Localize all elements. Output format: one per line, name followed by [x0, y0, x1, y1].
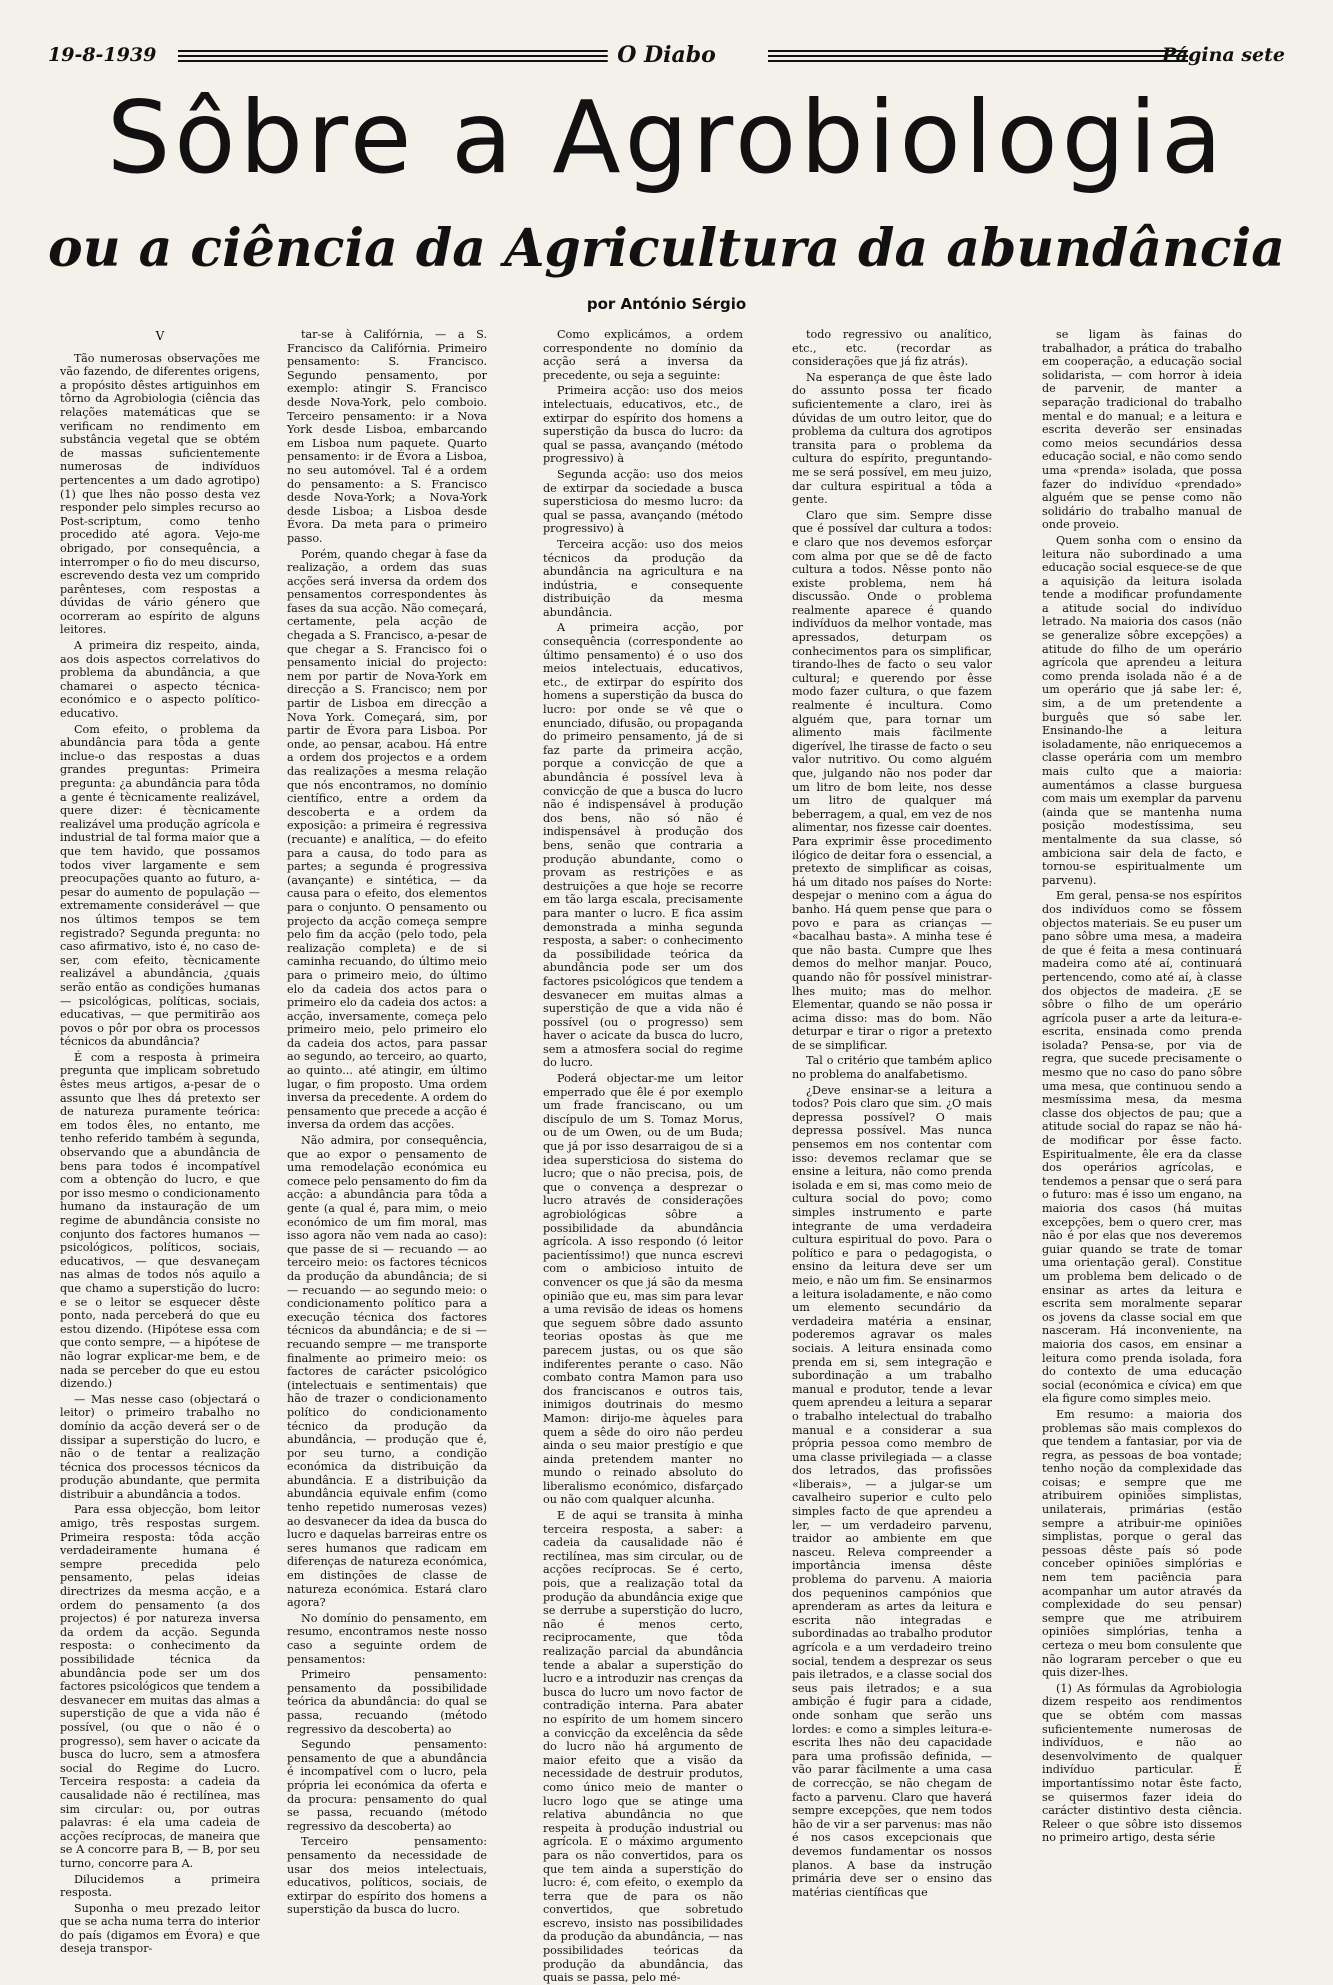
paragraph: Tal o critério que também aplico no problema do analfabetismo.: [792, 1054, 992, 1082]
paragraph: A primeira diz respeito, ainda, aos dois aspectos correlativos do problema da abundância, a que chamarei o aspecto técnica-económico e o aspecto político-educativo.: [60, 639, 260, 721]
page-number: Página sete: [1162, 44, 1285, 66]
paragraph: Como explicámos, a ordem correspondente no domínio da acção será a inversa da precedente, ou seja a seguinte:: [543, 328, 743, 382]
issue-date: 19-8-1939: [48, 44, 157, 66]
article-column-5: [1042, 328, 1242, 1845]
paragraph: se ligam às fainas do trabalhador, a prática do trabalho em cooperação, a educação social solidarista, — com horror à ideia de parvenir, de manter a separação tradicional do trabalho mental e do manual; e a leitura e escrita deverão ser ensinadas como meios secundários dessa educação social, e não como sendo uma «prenda» isolada, que possa fazer do indivíduo «prendado» alguém que se pense como não solidário do trabalho manual de onde proveio.: [1042, 328, 1242, 532]
paragraph: Primeiro pensamento: pensamento da possibilidade teórica da abundância: do qual se passa, recuando (método regressivo da descoberta) ao: [287, 1668, 487, 1736]
paragraph: A primeira acção, por consequência (correspondente ao último pensamento) é o uso dos meios intelectuais, educativos, etc., de extirpar do espírito dos homens a superstição da busca do lucro: por onde se vê que o enunciado, difusão, ou propaganda do primeiro pensamento, já de si faz parte da primeira acção, porque a convicção de que a abundância é possível leva à convicção de que a busca do lucro não é indispensável à produção dos bens, não só não é indispensável à produção dos bens, senão que contraria a produção abundante, como o provam as restrições e as destruições a que hoje se recorre em tão larga escala, precisamente para manter o lucro. E fica assim demonstrada a minha segunda resposta, a saber: o conhecimento da possibilidade teórica da abundância pode ser um dos factores psicológicos que tendem a desvanecer em muitas almas a superstição de que a vida não é possível (ou o progresso) sem haver o acicate da busca do lucro, sem a atmosfera social do regime do lucro.: [543, 621, 743, 1070]
paragraph: Suponha o meu prezado leitor que se acha numa terra do interior do país (digamos em Évora) e que deseja transpor-: [60, 1901, 260, 1956]
paragraph: Terceira acção: uso dos meios técnicos da produção da abundância na agricultura e na indústria, e consequente distribuição da mesma abundância.: [543, 537, 743, 619]
article-byline: por António Sérgio: [586, 295, 747, 313]
paragraph: Primeira acção: uso dos meios intelectuais, educativos, etc., de extirpar do espírito dos homens a superstição da busca do lucro: da qual se passa, avançando (método progressivo) à: [543, 384, 743, 466]
paragraph: Não admira, por consequência, que ao expor o pensamento de uma remodelação económica eu comece pelo pensamento do fim da acção: a abundância para tôda a gente (a qual é, para mim, o meio económico de um fim moral, mas isso agora não vem nada ao caso): que passe de si — recuando — ao terceiro meio: os factores técnicos da produção da abundância; de si — recuando — ao segundo meio: o condicionamento político para a execução técnica dos factores técnicos da abundância; e de si — recuando sempre — me transporte finalmente ao primeiro meio: os factores de carácter psicológico (intelectuais e sentimentais) que hão de trazer o condicionamento político do condicionamento técnico da produção da abundância, — produção que é, por seu turno, a condição económica da distribuição da abundância. E a distribuição da abundância equivale enfim (como tenho repetido numerosas vezes) ao desvanecer da idea da busca do lucro e daquelas barreiras entre os seres humanos que radicam em diferenças de natureza económica, em distinções de classe de natureza económica. Estará claro agora?: [287, 1134, 487, 1610]
header-rule-left: [178, 50, 608, 64]
article-column-1: [60, 328, 260, 1956]
paragraph: E de aqui se transita à minha terceira resposta, a saber: a cadeia da causalidade não é rectilínea, mas sim circular, ou de acções recíprocas. Se é certo, pois, que a realização total da produção da abundância exige que se derrube a superstição do lucro, não é menos certo, reciprocamente, que tôda realização parcial da abundância tende a abalar a superstição do lucro e a introduzir nas crenças da busca do lucro um novo factor de contradição interna. Para abater no espírito de um homem sincero a convicção da excelência da sêde do lucro não há argumento de maior efeito que a visão da necessidade de destruir produtos, como único meio de manter o lucro logo que se atinge uma relativa abundância no que respeita à produção industrial ou agrícola. E o máximo argumento para os não convertidos, para os que tem ainda a superstição do lucro: é, com efeito, o exemplo da terra que de para os não convertidos, que sobretudo escrevo, insisto nas possibilidades da produção da abundância, — nas possibilidades teóricas da produção da abundância, das quais se passa, pelo mé-: [543, 1509, 743, 1985]
article-column-3: [543, 328, 743, 1985]
paragraph: Claro que sim. Sempre disse que é possível dar cultura a todos: e claro que nos devemos esforçar com alma por que se dê de facto cultura a todos. Nêsse ponto não existe problema, nem há discussão. Onde o problema realmente aparece é quando indivíduos da melhor vontade, mas apressados, deturpam os conhecimentos para os simplificar, tirando-lhes de facto o seu valor cultural; e querendo por êsse modo fazer cultura, o que fazem realmente é incultura. Como alguém que, para tornar um alimento mais fàcilmente digerível, lhe tirasse de facto o seu valor nutritivo. Ou como alguém que, julgando não nos poder dar um litro de bom leite, nos desse um litro de qualquer má beberragem, a qual, em vez de nos alimentar, nos fizesse cair doentes. Para exprimir êsse procedimento ilógico de deitar fora o essencial, a pretexto de simplificar as coisas, há um ditado nos países do Norte: despejar o menino com a água do banho. Há quem pense que para o povo e para as crianças — «bacalhau basta». A minha tese é que não basta. Cumpre que lhes demos do melhor manjar. Pouco, quando não fôr possível ministrar-lhes muito; mas do melhor. Elementar, quando se não possa ir acima disso: mas do bom. Não deturpar e tirar o rigor a pretexto de se simplificar.: [792, 508, 992, 1052]
paragraph: Na esperança de que êste lado do assunto possa ter ficado suficientemente a claro, irei às dúvidas de um outro leitor, que do problema da cultura dos agrotipos transita para o problema da cultura do espírito, preguntando-me se será possível, em meu juizo, dar cultura espiritual a tôda a gente.: [792, 370, 992, 507]
paragraph: Poderá objectar-me um leitor emperrado que êle é por exemplo um frade franciscano, ou um discípulo de um S. Tomaz Morus, ou de um Owen, ou de um Buda; que já por isso desarraigou de si a idea supersticiosa do sistema do lucro; que o não precisa, pois, de que o convença a desprezar o lucro através de considerações agrobiológicas sôbre a possibilidade da abundância agrícola. A isso respondo (ó leitor pacientíssimo!) que nunca escrevi com o ambicioso intuito de convencer os que já são da mesma opinião que eu, mas sim para levar a uma revisão de ideas os homens que seguem sôbre dado assunto teorias opostas às que me parecem justas, ou os que são indiferentes perante o caso. Não combato contra Mamon para uso dos franciscanos e outros tais, inimigos doutrinais do mesmo Mamon: dirijo-me àqueles para quem a sêde do oiro não perdeu ainda o seu maior prestígio e que ainda pretendem manter no mundo o reinado absoluto do liberalismo económico, disfarçado ou não com qualquer alcunha.: [543, 1072, 743, 1507]
section-number: V: [155, 329, 165, 343]
article-subtitle: ou a ciência da Agricultura da abundância: [48, 218, 1285, 279]
paragraph: Terceiro pensamento: pensamento da necessidade de usar dos meios intelectuais, educativos, políticos, sociais, de extirpar do espírito dos homens a superstição da busca do lucro.: [287, 1835, 487, 1917]
paragraph: É com a resposta à primeira pregunta que implicam sobretudo êstes meus artigos, a-pesar de o assunto que lhes dá pretexto ser de natureza puramente teórica: em todos êles, no entanto, me tenho referido também à segunda, observando que a abundância de bens para todos é incompatível com a obtenção do lucro, e que por isso mesmo o condicionamento humano da instauração de um regime de abundância consiste no conjunto dos factores humanos — psicológicos, políticos, sociais, educativos, — que desvaneçam nas almas de todos nós aquilo a que chamo a superstição do lucro: e se o leitor se esquecer dêste ponto, nada perceberá do que eu estou dizendo. (Hipótese essa com que conto sempre, — a hipótese de não lograr explicar-me bem, e de nada se perceber do que eu estou dizendo.): [60, 1050, 260, 1391]
paragraph: Em geral, pensa-se nos espíritos dos indivíduos como se fôssem objectos materiais. Se eu puser um pano sôbre uma mesa, a madeira de que é feita a mesa continuará madeira como até aí, continuará pertencendo, como até aí, à classe dos objectos de madeira. ¿E se sôbre o filho de um operário agrícola puser a arte da leitura-e-escrita, ensinada como prenda isolada? Pensa-se, por via de regra, que sucede precisamente o mesmo que no caso do pano sôbre uma mesa, que continuou sendo a mesmíssima mesa, da mesma classe dos objectos de pau; que a atitude social do rapaz se não há-de modificar por êsse facto. Espiritualmente, êle era da classe dos operários agrícolas, e tendemos a pensar que o será para o futuro: mas é isso um engano, na maioria dos casos (há muitas excepções, bem o quero crer, mas não é por elas que nos deveremos guiar quando se trate de tomar uma orientação geral). Constitue um problema bem delicado o de ensinar as artes da leitura e escrita sem moralmente separar os jovens da classe social em que nasceram. Há inconveniente, na maioria dos casos, em ensinar a leitura como prenda isolada, fora do contexto de uma educação social (económica e cívica) em que ela figure como simples meio.: [1042, 889, 1242, 1406]
header-rule-right: [768, 50, 1188, 64]
paragraph: Segundo pensamento: pensamento de que a abundância é incompatível com o lucro, pela própria lei económica da oferta e da procura: pensamento do qual se passa, recuando (método regressivo da descoberta) ao: [287, 1738, 487, 1833]
page-header: [48, 42, 1285, 72]
paragraph: Segunda acção: uso dos meios de extirpar da sociedade a busca supersticiosa do mesmo lucro: da qual se passa, avançando (método progressivo) à: [543, 467, 743, 536]
paragraph: Para essa objecção, bom leitor amigo, três respostas surgem. Primeira resposta: tôda acção verdadeiramente humana é sempre precedida pelo pensamento, pelas ideias directrizes da mesma acção, e a ordem do pensamento (a dos projectos) é por natureza inversa da ordem da acção. Segunda resposta: o conhecimento da possibilidade técnica da abundância pode ser um dos factores psicológicos que tendem a desvanecer em muitas das almas a superstição de que a vida não é possível, (ou que o não é o progresso), sem haver o acicate da busca do lucro, sem a atmosfera social do Regime do Lucro. Terceira resposta: a cadeia da causalidade não é rectilínea, mas sim circular: ou, por outras palavras: é ela uma cadeia de acções recíprocas, de maneira que se A concorre para B, — B, por seu turno, concorre para A.: [60, 1503, 260, 1870]
paragraph: todo regressivo ou analítico, etc., etc. (recordar as considerações que já fiz atrás).: [792, 328, 992, 369]
paragraph: Tão numerosas observações me vão fazendo, de diferentes origens, a propósito dêstes artiguinhos em tôrno da Agrobiologia (ciência das relações matemáticas que se verificam no rendimento em substância vegetal que se obtém de massas suficientemente numerosas de indivíduos pertencentes a um dado agrotipo) (1) que lhes não posso desta vez responder pelo simples recurso ao Post-scriptum, como tenho procedido até agora. Vejo-me obrigado, por consequência, a interromper o fio do meu discurso, escrevendo desta vez um comprido parênteses, com respostas a dúvidas de vário género que ocorreram ao espírito de alguns leitores.: [60, 351, 260, 637]
paragraph: Porém, quando chegar à fase da realização, a ordem das suas acções será inversa da ordem dos pensamentos correspondentes às fases da sua acção. Não começará, certamente, pela acção de chegada a S. Francisco, a-pesar de que chegar a S. Francisco foi o pensamento inicial do projecto: nem por partir de Nova-York em direcção a S. Francisco; nem por partir de Lisboa em direcção a Nova York. Começará, sim, por partir de Évora para Lisboa. Por onde, ao pensar, acabou. Há entre a ordem dos projectos e a ordem das realizações a mesma relação que nós encontramos, no domínio científico, entre a ordem da descoberta e a ordem da exposição: a primeira é regressiva (recuante) e analítica, — do efeito para a causa, do todo para as partes; a segunda é progressiva (avançante) e sintética, — da causa para o efeito, dos elementos para o conjunto. O pensamento ou projecto da acção começa sempre pelo fim da acção (pelo todo, pela realização completa) e de si caminha recuando, do último meio para o primeiro meio, do último elo da cadeia dos actos para o primeiro elo da cadeia dos actos: a acção, inversamente, começa pelo primeiro meio, pelo primeiro elo da cadeia dos actos, para passar ao segundo, ao terceiro, ao quarto, ao quinto... até atingir, em último lugar, o fim proposto. Uma ordem inversa da precedente. A ordem do pensamento que precede a acção é inversa da ordem das acções.: [287, 547, 487, 1132]
paragraph: No domínio do pensamento, em resumo, encontramos neste nosso caso a seguinte ordem de pensamentos:: [287, 1611, 487, 1666]
newspaper-name: O Diabo: [607, 42, 726, 68]
paragraph: tar-se à Califórnia, — a S. Francisco da Califórnia. Primeiro pensamento: S. Francisco. Segundo pensamento, por exemplo: atingir S. Francisco desde Nova-York, pelo comboio. Terceiro pensamento: ir a Nova York desde Lisboa, embarcando em Lisboa num paquete. Quarto pensamento: ir de Évora a Lisboa, no seu automóvel. Tal é a ordem do pensamento: a S. Francisco desde Nova-York; a Nova-York desde Lisboa; a Lisboa desde Évora. Da meta para o primeiro passo.: [287, 328, 487, 545]
paragraph: — Mas nesse caso (objectará o leitor) o primeiro trabalho no domínio da acção deverá ser o de dissipar a superstição do lucro, e não o de tentar a realização técnica dos processos técnicos da produção abundante, que permita distribuir a abundância a todos.: [60, 1392, 260, 1501]
footnote: (1) As fórmulas da Agrobiologia dizem respeito aos rendimentos que se obtém com massas suficientemente numerosas de indivíduos, e não ao desenvolvimento de qualquer indivíduo particular. É importantíssimo notar êste facto, se quisermos fazer ideia do carácter distintivo desta ciência. Releer o que sôbre isto dissemos no primeiro artigo, desta série: [1042, 1681, 1242, 1845]
article-column-2: [287, 328, 487, 1917]
paragraph: ¿Deve ensinar-se a leitura a todos? Pois claro que sim. ¿O mais depressa possível? O mais depressa possível. Mas nunca pensemos em nos contentar com isso: devemos reclamar que se ensine a leitura, não como prenda isolada e em si, mas como meio de cultura social do povo; como simples instrumento e parte integrante de uma verdadeira cultura espiritual do povo. Para o político e para o pedagogista, o ensino da leitura deve ser um meio, e não um fim. Se ensinarmos a leitura isoladamente, e não como um elemento secundário da verdadeira matéria a ensinar, poderemos agravar os males sociais. A leitura ensinada como prenda em si, sem integração e subordinação a um trabalho manual e produtor, tende a levar quem aprendeu a leitura a separar o trabalho intelectual do trabalho manual e a considerar a sua própria pessoa como membro de uma classe privilegiada — a classe dos letrados, das profissões «liberais», — a julgar-se um cavalheiro superior e culto pelo simples facto de que aprendeu a ler, — um verdadeiro parvenu, traidor ao ambiente em que nasceu. Releva compreender a importância imensa dêste problema do parvenu. A maioria dos pequeninos campónios que aprenderam as artes da leitura e escrita não integradas e subordinadas ao trabalho produtor agrícola e a um verdadeiro treino social, tendem a desprezar os seus pais iletrados, e a classe social dos seus pais iletrados; e a sua ambição é fugir para a cidade, onde sonham que serão uns lordes: e como a simples leitura-e-escrita lhes não deu capacidade para uma profissão definida, — vão parar fàcilmente a uma casa de correcção, se não chegam de facto a parvenu. Claro que haverá sempre excepções, que nem todos hão de vir a ser parvenus: mas não é nos casos excepcionais que devemos fundamentar os nossos planos. A base da instrução primária deve ser o ensino das matérias científicas que: [792, 1083, 992, 1899]
article-title: Sôbre a Agrobiologia: [106, 79, 1227, 196]
article-column-4: [792, 328, 992, 1899]
paragraph: Em resumo: a maioria dos problemas são mais complexos do que tendem a fantasiar, por via de regra, as pessoas de boa vontade; tenho noção da complexidade das coisas; e sempre que me atribuirem opiniões simplistas, unilaterais, primárias (estão sempre a atribuir-me opiniões simplistas, porque o geral das pessoas dêste país só pode conceber opiniões simplórias e nem tem paciência para acompanhar um autor através da complexidade do seu pensar) sempre que me atribuirem opiniões simplórias, tenha a certeza o meu bom consulente que não lograram perceber o que eu quis dizer-lhes.: [1042, 1407, 1242, 1680]
paragraph: Com efeito, o problema da abundância para tôda a gente inclue-o das respostas a duas grandes preguntas: Primeira pregunta: ¿a abundância para tôda a gente é tècnicamente realizável, quere dizer: é tècnicamente realizável uma produção agrícola e industrial de tal forma maior que a que tem havido, que possamos todos viver largamente e sem preocupações quanto ao futuro, a-pesar do aumento de população — extremamente considerável — que nos últimos tempos se tem registrado? Segunda pregunta: no caso afirmativo, isto é, no caso de-ser, com efeito, tècnicamente realizável a abundância, ¿quais serão então as condições humanas — psicológicas, políticas, sociais, educativas, — que permitirão aos povos o pôr por obra os processos técnicos da abundância?: [60, 722, 260, 1049]
paragraph: Dilucidemos a primeira resposta.: [60, 1872, 260, 1900]
paragraph: Quem sonha com o ensino da leitura não subordinado a uma educação social esquece-se de que a aquisição da leitura isolada tende a modificar profundamente a atitude social do indivíduo letrado. Na maioria dos casos (não se generalize sôbre excepções) a atitude do filho de um operário agrícola que aprendeu a leitura como prenda isolada não é a de um operário que já sabe ler: é, sim, a de um pretendente a burguês que só sabe ler. Ensinando-lhe a leitura isoladamente, não enriquecemos a classe operária com um membro mais culto que a maioria: aumentámos a classe burguesa com mais um exemplar da parvenu (ainda que se mantenha numa posição modestíssima, seu mentalmente da sua classe, só ambiciona sair dela de facto, e tornou-se espiritualmente um parvenu).: [1042, 533, 1242, 887]
